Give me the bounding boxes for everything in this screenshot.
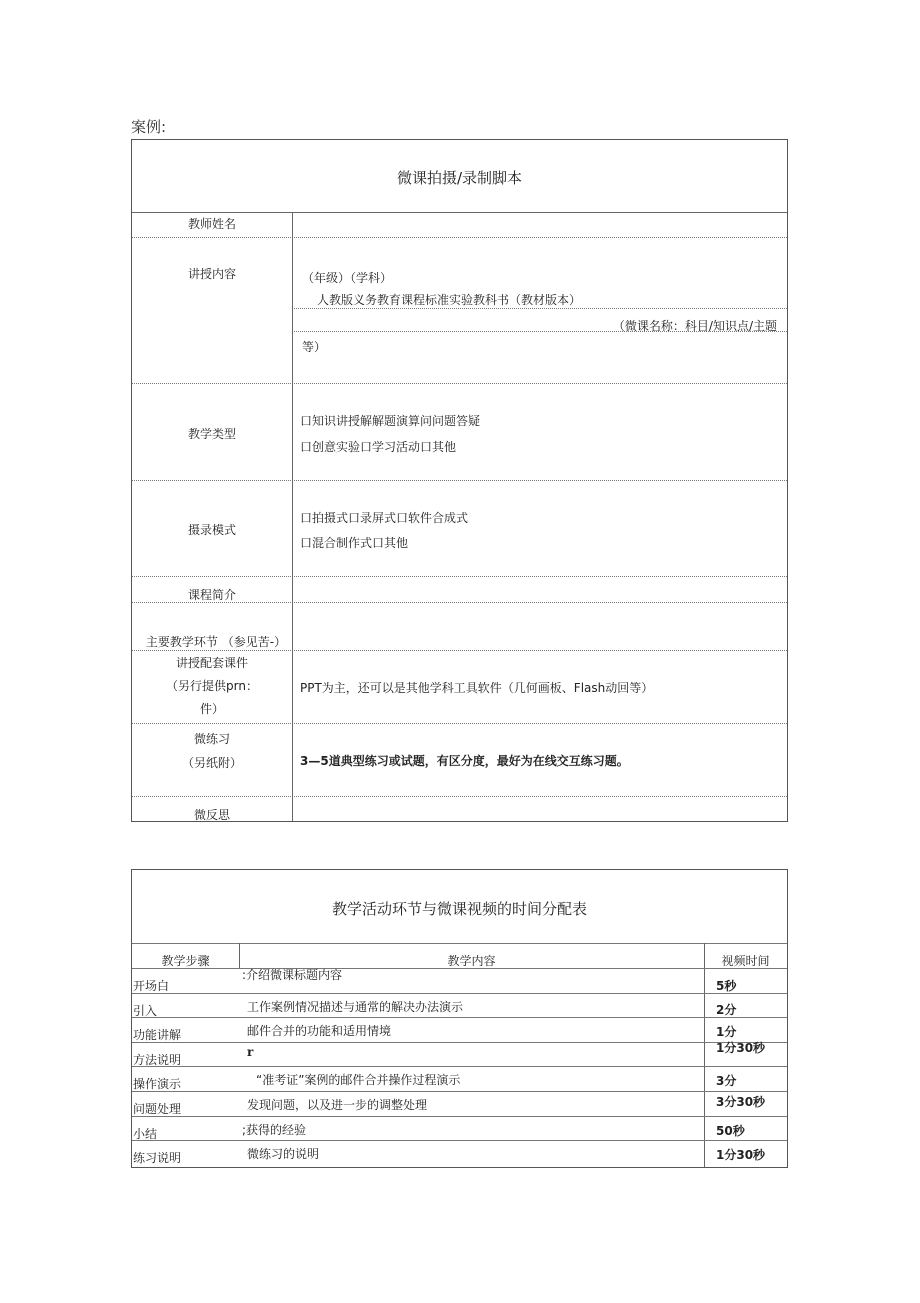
script-table-title: 微课拍摄/录制脚本 (396, 169, 523, 187)
row-time: 1分 (716, 1025, 737, 1040)
row-step: 功能讲解 (133, 1028, 182, 1043)
exercise-value: 3—5道典型练习或试题，有区分度，最好为在线交互练习题。 (300, 754, 629, 768)
column-divider (292, 212, 293, 821)
content-line1: （年级）（学科） (302, 271, 393, 285)
row-step: 问题处理 (133, 1102, 182, 1116)
script-table (131, 139, 788, 822)
row-content: 邮件合并的功能和适用情境 (247, 1024, 392, 1039)
row-content: 工作案例情况描述与通常的解决办法演示 (247, 999, 464, 1014)
header-content: 教学内容 (447, 954, 496, 968)
time-table-title: 教学活动环节与微课视频的时间分配表 (331, 900, 587, 918)
row-content: r (247, 1044, 254, 1059)
row-time: 1分30秒 (716, 1040, 766, 1055)
row-step: 引入 (133, 1003, 158, 1018)
time-table (131, 869, 788, 1168)
row-time: 50秒 (716, 1123, 745, 1138)
row-divider (132, 968, 787, 969)
type-line1: 口知识讲授解解题演算问问题答疑 (300, 414, 481, 428)
row-step: 小结 (133, 1126, 158, 1141)
row-time: 3分 (716, 1074, 737, 1089)
row-divider (132, 1017, 787, 1018)
row-content: 发现问题，以及进一步的调整处理 (247, 1098, 428, 1112)
row-content: :介绍微课标题内容 (242, 968, 343, 982)
divider (132, 383, 787, 384)
divider (132, 723, 787, 724)
case-label: 案例: (131, 118, 167, 136)
courseware-label-1: 讲授配套课件 (175, 656, 248, 670)
row-step: 开场白 (133, 979, 170, 993)
steps-label: 主要教学环节 （参见苦-） (145, 635, 287, 649)
content-label: 讲授内容 (187, 267, 236, 281)
courseware-value: PPT为主，还可以是其他学科工具软件（几何画板、Flash动回等） (300, 681, 654, 695)
row-divider (132, 1091, 787, 1092)
type-line2: 口创意实验口学习活动口其他 (300, 440, 457, 454)
row-divider (132, 993, 787, 994)
content-line4: 等） (302, 340, 327, 354)
exercise-label-2: （另纸附） (181, 756, 242, 770)
divider (132, 650, 787, 651)
courseware-label-3: 件） (199, 702, 224, 716)
row-time: 5秒 (716, 979, 737, 993)
reflection-label: 微反思 (193, 808, 230, 822)
column-divider (704, 943, 705, 1167)
divider (132, 943, 787, 944)
intro-label: 课程简介 (187, 588, 236, 602)
content-line2: 人教版义务教育课程标准实验教科书（教材版本） (317, 293, 582, 307)
row-step: 方法说明 (133, 1052, 182, 1067)
row-content: 微练习的说明 (247, 1147, 320, 1162)
divider (292, 308, 787, 309)
header-time: 视频时间 (721, 954, 770, 968)
divider (132, 796, 787, 797)
exercise-label-1: 微练习 (193, 732, 230, 746)
courseware-label-2: （另行提供prn： (166, 679, 258, 693)
mode-line1: 口拍摄式口录屏式口软件合成式 (300, 511, 469, 525)
teacher-name-label: 教师姓名 (187, 217, 236, 231)
row-divider (132, 1042, 787, 1043)
row-time: 2分 (716, 1002, 737, 1017)
row-step: 练习说明 (133, 1151, 182, 1166)
row-content: “准考证”案例的邮件合并操作过程演示 (256, 1073, 461, 1088)
divider (132, 576, 787, 577)
row-time: 1分30秒 (716, 1148, 766, 1163)
mode-label: 摄录模式 (187, 523, 236, 537)
divider (132, 480, 787, 481)
divider (132, 212, 787, 213)
content-line3: （微课名称：科目/知识点/主题 (612, 319, 777, 333)
mode-line2: 口混合制作式口其他 (300, 536, 409, 550)
type-label: 教学类型 (187, 427, 236, 441)
row-divider (132, 1066, 787, 1067)
row-step: 操作演示 (133, 1077, 182, 1092)
row-time: 3分30秒 (716, 1095, 766, 1109)
divider (132, 237, 787, 238)
header-step: 教学步骤 (161, 954, 210, 968)
row-content: ;获得的经验 (242, 1122, 307, 1137)
row-divider (132, 1140, 787, 1141)
row-divider (132, 1116, 787, 1117)
